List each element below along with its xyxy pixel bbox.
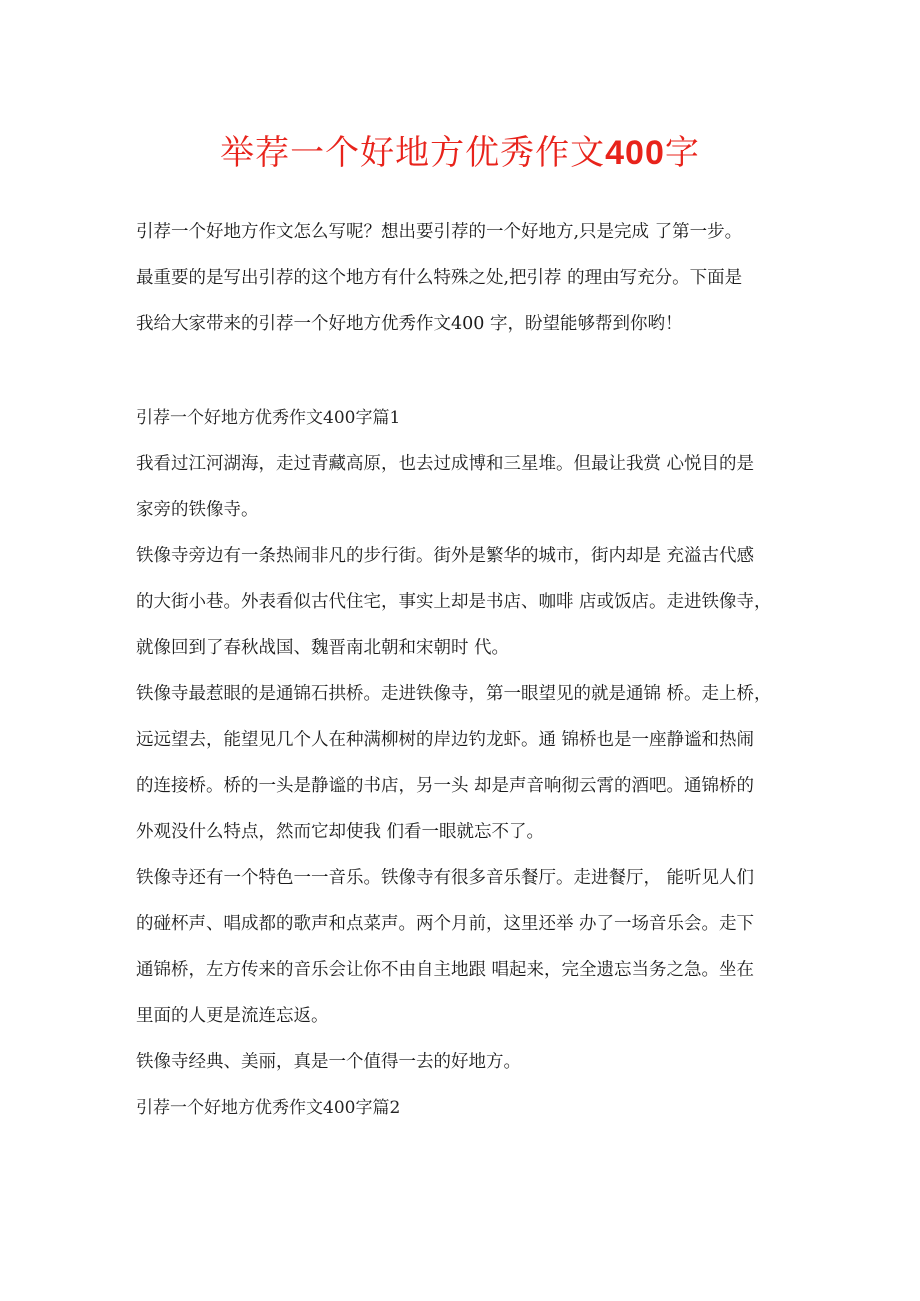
paragraph-4 bbox=[136, 855, 792, 1039]
title-suffix: 字 bbox=[664, 133, 700, 173]
paragraph-line: 铁像寺经典、美丽，真是一个值得一去的好地方。 bbox=[136, 1052, 521, 1072]
paragraph-line: 铁像寺旁边有一条热闹非凡的步行街。街外是繁华的城市，街内却是 充溢古代感 bbox=[136, 546, 755, 566]
intro-paragraph bbox=[136, 209, 792, 347]
paragraph-line: 铁像寺最惹眼的是通锦石拱桥。走进铁像寺，第一眼望见的就是通锦 桥。走上桥， bbox=[136, 684, 772, 704]
paragraph-line: 的连接桥。桥的一头是静谧的书店，另一头 却是声音响彻云霄的酒吧。通锦桥的 bbox=[136, 776, 755, 796]
paragraph-5 bbox=[136, 1039, 792, 1085]
paragraph-line: 的碰杯声、唱成都的歌声和点菜声。两个月前，这里还举 办了一场音乐会。走下 bbox=[136, 914, 755, 934]
paragraph-line: 里面的人更是流连忘返。 bbox=[136, 1006, 329, 1026]
section-heading-1: 引荐一个好地方优秀作文400字篇1 bbox=[136, 408, 401, 428]
title-number: 400 bbox=[605, 134, 665, 172]
paragraph-2 bbox=[136, 533, 792, 671]
paragraph-line: 我看过江河湖海，走过青藏高原，也去过成博和三星堆。但最让我赏 心悦目的是 bbox=[136, 454, 755, 474]
paragraph-line: 通锦桥，左方传来的音乐会让你不由自主地跟 唱起来，完全遗忘当务之急。坐在 bbox=[136, 960, 755, 980]
paragraph-line: 铁像寺还有一个特色一一音乐。铁像寺有很多音乐餐厅。走进餐厅， 能听见人们 bbox=[136, 868, 755, 888]
paragraph-1 bbox=[136, 441, 792, 533]
paragraph-line: 的大街小巷。外表看似古代住宅，事实上却是书店、咖啡 店或饭店。走进铁像寺， bbox=[136, 592, 772, 612]
paragraph-3 bbox=[136, 671, 792, 855]
paragraph-line: 远远望去，能望见几个人在种满柳树的岸边钓龙虾。通 锦桥也是一座静谧和热闹 bbox=[136, 730, 755, 750]
spacer bbox=[136, 347, 792, 395]
intro-line: 我给大家带来的引荐一个好地方优秀作文400 字，盼望能够帮到你哟！ bbox=[136, 314, 683, 334]
title-text: 举荐一个好地方优秀作文 bbox=[220, 133, 606, 173]
intro-line: 引荐一个好地方作文怎么写呢？想出要引荐的一个好地方,只是完成 了第一步。 bbox=[136, 222, 743, 242]
intro-line: 最重要的是写出引荐的这个地方有什么特殊之处,把引荐 的理由写充分。下面是 bbox=[136, 268, 743, 288]
document-body bbox=[136, 209, 792, 1131]
section-heading-2: 引荐一个好地方优秀作文400字篇2 bbox=[136, 1098, 401, 1118]
document-title bbox=[0, 128, 920, 178]
paragraph-line: 外观没什么特点，然而它却使我 们看一眼就忘不了。 bbox=[136, 822, 545, 842]
paragraph-line: 家旁的铁像寺。 bbox=[136, 500, 259, 520]
paragraph-line: 就像回到了春秋战国、魏晋南北朝和宋朝时 代。 bbox=[136, 638, 510, 658]
